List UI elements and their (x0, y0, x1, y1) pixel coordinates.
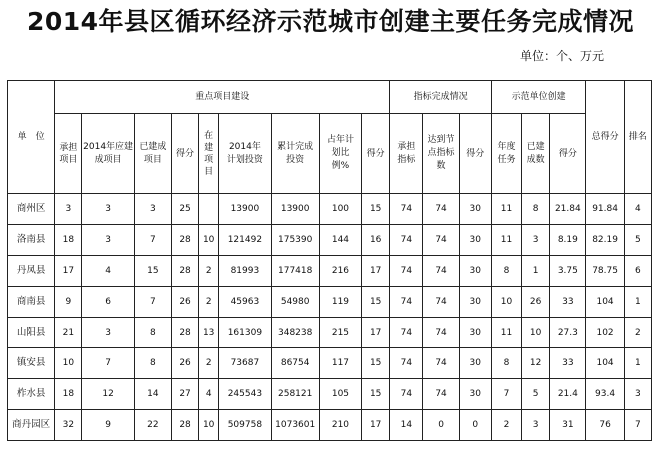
table-cell: 30 (459, 317, 491, 348)
header-kp-planned-invest: 2014年计划投资 (219, 114, 271, 194)
table-cell: 7 (491, 379, 521, 410)
table-row (8, 194, 652, 225)
table-cell: 0 (423, 410, 459, 441)
table-row (8, 410, 652, 441)
table-cell: 10 (55, 348, 82, 379)
table-cell: 33 (550, 286, 586, 317)
table-cell: 105 (319, 379, 361, 410)
table-cell: 74 (390, 224, 423, 255)
table-cell: 26 (171, 286, 198, 317)
table-cell: 2 (199, 255, 219, 286)
unit-label: 单位：个、万元 (520, 49, 605, 63)
header-demo-units: 示范单位创建 (491, 81, 586, 114)
table-cell: 245543 (219, 379, 271, 410)
row-unit-name: 柞水县 (8, 379, 55, 410)
table-cell: 32 (55, 410, 82, 441)
table-cell: 22 (134, 410, 171, 441)
row-unit-name: 商丹园区 (8, 410, 55, 441)
table-cell: 74 (390, 255, 423, 286)
header-kp-undertaken: 承担项目 (55, 114, 82, 194)
table-cell: 7 (134, 224, 171, 255)
table-cell: 8 (491, 348, 521, 379)
table-cell: 161309 (219, 317, 271, 348)
table-cell: 3 (82, 317, 134, 348)
table-cell: 15 (362, 194, 390, 225)
header-kp-ratio: 占年计划比例% (319, 114, 361, 194)
table-cell: 6 (624, 255, 651, 286)
row-unit-name: 镇安县 (8, 348, 55, 379)
header-indicators: 指标完成情况 (390, 81, 492, 114)
table-cell: 28 (171, 255, 198, 286)
table-cell: 4 (199, 379, 219, 410)
row-unit-name: 商南县 (8, 286, 55, 317)
table-cell: 2 (624, 317, 651, 348)
table-cell: 74 (423, 224, 459, 255)
header-kp-score2: 得分 (362, 114, 390, 194)
table-cell: 11 (491, 194, 521, 225)
table-row (8, 317, 652, 348)
table-row (8, 286, 652, 317)
header-rank: 排名 (624, 81, 651, 194)
table-cell: 78.75 (586, 255, 624, 286)
table-cell: 28 (171, 224, 198, 255)
table-cell: 10 (491, 286, 521, 317)
table-cell: 13900 (271, 194, 319, 225)
table-cell: 14 (134, 379, 171, 410)
table-cell: 74 (390, 194, 423, 225)
table-cell: 3 (82, 224, 134, 255)
table-cell: 8 (522, 194, 550, 225)
header-key-projects: 重点项目建设 (55, 81, 390, 114)
header-ind-undertaken: 承担指标 (390, 114, 423, 194)
table-cell: 509758 (219, 410, 271, 441)
table-cell: 215 (319, 317, 361, 348)
table-cell: 91.84 (586, 194, 624, 225)
table-cell: 9 (82, 410, 134, 441)
header-kp-score: 得分 (171, 114, 198, 194)
table-cell: 27.3 (550, 317, 586, 348)
table-cell: 74 (423, 255, 459, 286)
page-title: 2014年县区循环经济示范城市创建主要任务完成情况 (26, 7, 635, 36)
table-cell: 74 (390, 379, 423, 410)
table-cell: 0 (459, 410, 491, 441)
table-cell: 144 (319, 224, 361, 255)
table-cell: 6 (82, 286, 134, 317)
row-unit-name: 洛南县 (8, 224, 55, 255)
table-cell: 81993 (219, 255, 271, 286)
table-cell: 26 (522, 286, 550, 317)
table-cell: 216 (319, 255, 361, 286)
header-kp-built: 已建成项目 (134, 114, 171, 194)
table-cell: 17 (362, 410, 390, 441)
table-cell: 2 (491, 410, 521, 441)
table-cell: 11 (491, 224, 521, 255)
table-cell: 17 (362, 255, 390, 286)
table-cell: 74 (390, 348, 423, 379)
header-kp-cumulative-invest: 累计完成投资 (271, 114, 319, 194)
table-cell: 2 (199, 286, 219, 317)
table-cell: 1073601 (271, 410, 319, 441)
table-cell: 1 (624, 286, 651, 317)
table-cell: 13 (199, 317, 219, 348)
table-cell: 4 (624, 194, 651, 225)
table-row (8, 379, 652, 410)
header-ind-reached: 达到节点指标数 (423, 114, 459, 194)
row-unit-name: 山阳县 (8, 317, 55, 348)
table-cell: 21.84 (550, 194, 586, 225)
table-cell: 74 (423, 348, 459, 379)
table-cell (199, 194, 219, 225)
table-cell: 210 (319, 410, 361, 441)
table-cell: 30 (459, 255, 491, 286)
table-cell: 31 (550, 410, 586, 441)
table-cell: 86754 (271, 348, 319, 379)
table-cell: 73687 (219, 348, 271, 379)
table-cell: 121492 (219, 224, 271, 255)
table-cell: 177418 (271, 255, 319, 286)
table-cell: 16 (362, 224, 390, 255)
header-demo-score: 得分 (550, 114, 586, 194)
table-cell: 28 (171, 317, 198, 348)
table-cell: 7 (624, 410, 651, 441)
table-cell: 1 (624, 348, 651, 379)
table-cell: 8.19 (550, 224, 586, 255)
table-cell: 18 (55, 379, 82, 410)
table-cell: 100 (319, 194, 361, 225)
table-cell: 54980 (271, 286, 319, 317)
table-cell: 15 (362, 379, 390, 410)
table-cell: 82.19 (586, 224, 624, 255)
table-cell: 3 (55, 194, 82, 225)
table-cell: 26 (171, 348, 198, 379)
header-demo-annual-task: 年度任务 (491, 114, 521, 194)
data-table (7, 80, 652, 441)
table-cell: 10 (522, 317, 550, 348)
header-demo-built: 已建成数 (522, 114, 550, 194)
table-cell: 8 (134, 317, 171, 348)
table-cell: 8 (134, 348, 171, 379)
table-cell: 4 (82, 255, 134, 286)
header-total-score: 总得分 (586, 81, 624, 194)
table-cell: 15 (134, 255, 171, 286)
table-cell: 13900 (219, 194, 271, 225)
table-cell: 102 (586, 317, 624, 348)
table-row (8, 348, 652, 379)
table-cell: 74 (423, 379, 459, 410)
table-cell: 74 (423, 317, 459, 348)
table-cell: 117 (319, 348, 361, 379)
table-cell: 76 (586, 410, 624, 441)
table-cell: 10 (199, 224, 219, 255)
table-cell: 12 (522, 348, 550, 379)
table-cell: 104 (586, 348, 624, 379)
table-cell: 15 (362, 286, 390, 317)
table-cell: 21.4 (550, 379, 586, 410)
table-cell: 258121 (271, 379, 319, 410)
table-cell: 18 (55, 224, 82, 255)
table-cell: 7 (82, 348, 134, 379)
table-cell: 5 (522, 379, 550, 410)
table-cell: 74 (423, 194, 459, 225)
table-cell: 93.4 (586, 379, 624, 410)
table-cell: 15 (362, 348, 390, 379)
table-cell: 2 (199, 348, 219, 379)
table-cell: 14 (390, 410, 423, 441)
table-row (8, 255, 652, 286)
table-cell: 30 (459, 379, 491, 410)
table-cell: 12 (82, 379, 134, 410)
header-kp-should-build: 2014年应建成项目 (82, 114, 134, 194)
table-cell: 74 (390, 317, 423, 348)
table-cell: 74 (423, 286, 459, 317)
header-ind-score: 得分 (459, 114, 491, 194)
table-cell: 11 (491, 317, 521, 348)
table-cell: 3 (522, 410, 550, 441)
table-cell: 175390 (271, 224, 319, 255)
table-cell: 27 (171, 379, 198, 410)
table-cell: 25 (171, 194, 198, 225)
table-row (8, 224, 652, 255)
table-cell: 3.75 (550, 255, 586, 286)
table-cell: 5 (624, 224, 651, 255)
table-cell: 7 (134, 286, 171, 317)
table-cell: 30 (459, 224, 491, 255)
table-cell: 30 (459, 348, 491, 379)
table-cell: 3 (624, 379, 651, 410)
table-cell: 348238 (271, 317, 319, 348)
table-cell: 74 (390, 286, 423, 317)
table-cell: 17 (55, 255, 82, 286)
table-cell: 3 (522, 224, 550, 255)
header-unit: 单 位 (8, 81, 55, 194)
table-cell: 9 (55, 286, 82, 317)
table-cell: 119 (319, 286, 361, 317)
table-cell: 104 (586, 286, 624, 317)
table-body (8, 194, 652, 441)
row-unit-name: 商州区 (8, 194, 55, 225)
table-cell: 1 (522, 255, 550, 286)
table-cell: 3 (82, 194, 134, 225)
header-kp-under-construction: 在建项目 (199, 114, 219, 194)
table-cell: 45963 (219, 286, 271, 317)
table-cell: 33 (550, 348, 586, 379)
table-cell: 28 (171, 410, 198, 441)
table-cell: 30 (459, 194, 491, 225)
row-unit-name: 丹凤县 (8, 255, 55, 286)
table-cell: 21 (55, 317, 82, 348)
table-cell: 10 (199, 410, 219, 441)
table-cell: 3 (134, 194, 171, 225)
table-cell: 8 (491, 255, 521, 286)
table-cell: 30 (459, 286, 491, 317)
table-cell: 17 (362, 317, 390, 348)
